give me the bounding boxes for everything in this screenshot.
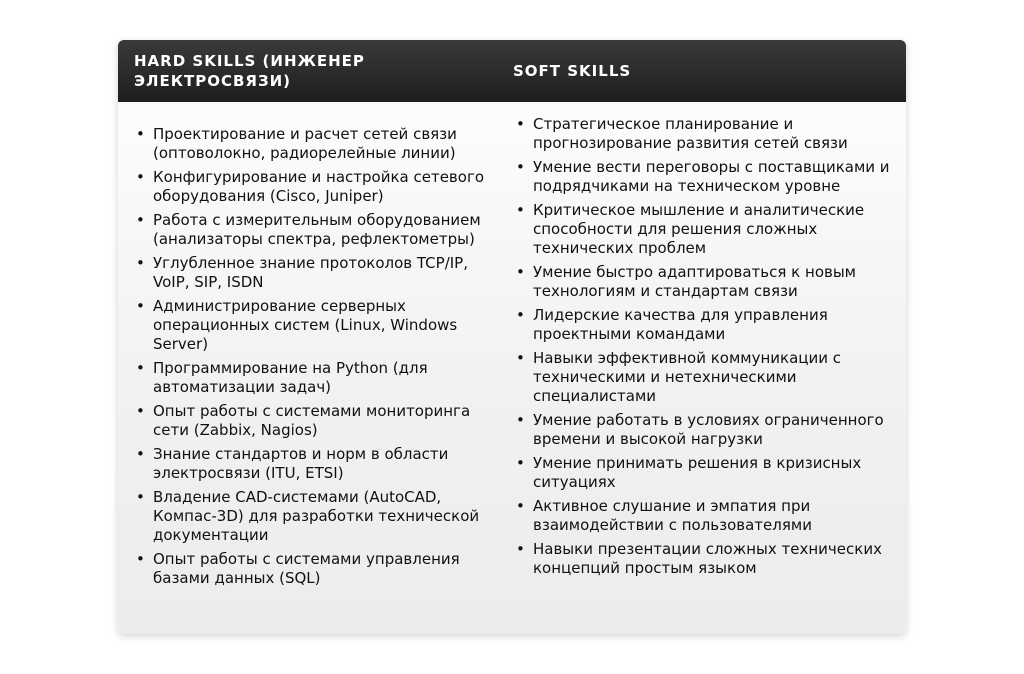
list-item [514, 349, 894, 406]
list-item-text: Умение быстро адаптироваться к новым технологиям и стандартам связи [533, 263, 856, 300]
bullet-icon: • [136, 488, 145, 506]
list-item [134, 254, 504, 292]
bullet-icon: • [516, 201, 525, 219]
list-item-text: Опыт работы с системами управления базами данных (SQL) [153, 550, 460, 587]
bullet-icon: • [516, 349, 525, 367]
list-item-text: Критическое мышление и аналитические способности для решения сложных технических проблем [533, 201, 865, 257]
bullet-icon: • [516, 158, 525, 176]
list-item [514, 201, 894, 258]
list-item [514, 454, 894, 492]
list-item [514, 497, 894, 535]
skills-table [118, 40, 906, 634]
bullet-icon: • [516, 263, 525, 281]
list-item [134, 488, 504, 545]
list-item-text: Проектирование и расчет сетей связи (оптоволокно, радиорелейные линии) [153, 125, 457, 162]
hard-skills-header: HARD SKILLS (ИНЖЕНЕР ЭЛЕКТРОСВЯЗИ) [134, 52, 365, 90]
list-item [134, 445, 504, 483]
soft-skills-list [514, 115, 894, 583]
list-item [134, 359, 504, 397]
list-item-text: Знание стандартов и норм в области электросвязи (ITU, ETSI) [153, 445, 449, 482]
list-item [134, 168, 504, 206]
list-item [134, 402, 504, 440]
list-item-text: Навыки эффективной коммуникации с техническими и нетехническими специалистами [533, 349, 842, 405]
list-item-text: Владение CAD-системами (AutoCAD, Компас-3D) для разработки технической документации [153, 488, 480, 544]
list-item-text: Умение работать в условиях ограниченного времени и высокой нагрузки [533, 411, 884, 448]
list-item [514, 540, 894, 578]
soft-skills-header: SOFT SKILLS [513, 62, 632, 80]
list-item [134, 125, 504, 163]
bullet-icon: • [136, 125, 145, 143]
bullet-icon: • [516, 115, 525, 133]
list-item-text: Умение вести переговоры с поставщиками и подрядчиками на техническом уровне [533, 158, 890, 195]
list-item-text: Конфигурирование и настройка сетевого оборудования (Cisco, Juniper) [153, 168, 485, 205]
list-item [514, 158, 894, 196]
list-item [134, 550, 504, 588]
bullet-icon: • [136, 402, 145, 420]
list-item [134, 297, 504, 354]
bullet-icon: • [516, 306, 525, 324]
hard-skills-list [134, 125, 504, 593]
bullet-icon: • [136, 297, 145, 315]
list-item [514, 411, 894, 449]
list-item [514, 263, 894, 301]
list-item-text: Навыки презентации сложных технических концепций простым языком [533, 540, 882, 577]
list-item-text: Лидерские качества для управления проектными командами [533, 306, 828, 343]
list-item-text: Стратегическое планирование и прогнозирование развития сетей связи [533, 115, 848, 152]
list-item-text: Работа с измерительным оборудованием (анализаторы спектра, рефлектометры) [153, 211, 481, 248]
bullet-icon: • [516, 497, 525, 515]
bullet-icon: • [136, 168, 145, 186]
list-item-text: Программирование на Python (для автоматизации задач) [153, 359, 428, 396]
bullet-icon: • [136, 445, 145, 463]
list-item-text: Опыт работы с системами мониторинга сети (Zabbix, Nagios) [153, 402, 471, 439]
bullet-icon: • [516, 411, 525, 429]
table-header [118, 40, 906, 102]
list-item-text: Администрирование серверных операционных систем (Linux, Windows Server) [153, 297, 458, 353]
list-item [514, 306, 894, 344]
bullet-icon: • [136, 254, 145, 272]
list-item [134, 211, 504, 249]
bullet-icon: • [136, 550, 145, 568]
bullet-icon: • [136, 211, 145, 229]
list-item-text: Умение принимать решения в кризисных ситуациях [533, 454, 862, 491]
bullet-icon: • [136, 359, 145, 377]
list-item-text: Углубленное знание протоколов TCP/IP, VoIP, SIP, ISDN [153, 254, 468, 291]
bullet-icon: • [516, 454, 525, 472]
list-item-text: Активное слушание и эмпатия при взаимодействии с пользователями [533, 497, 812, 534]
bullet-icon: • [516, 540, 525, 558]
list-item [514, 115, 894, 153]
